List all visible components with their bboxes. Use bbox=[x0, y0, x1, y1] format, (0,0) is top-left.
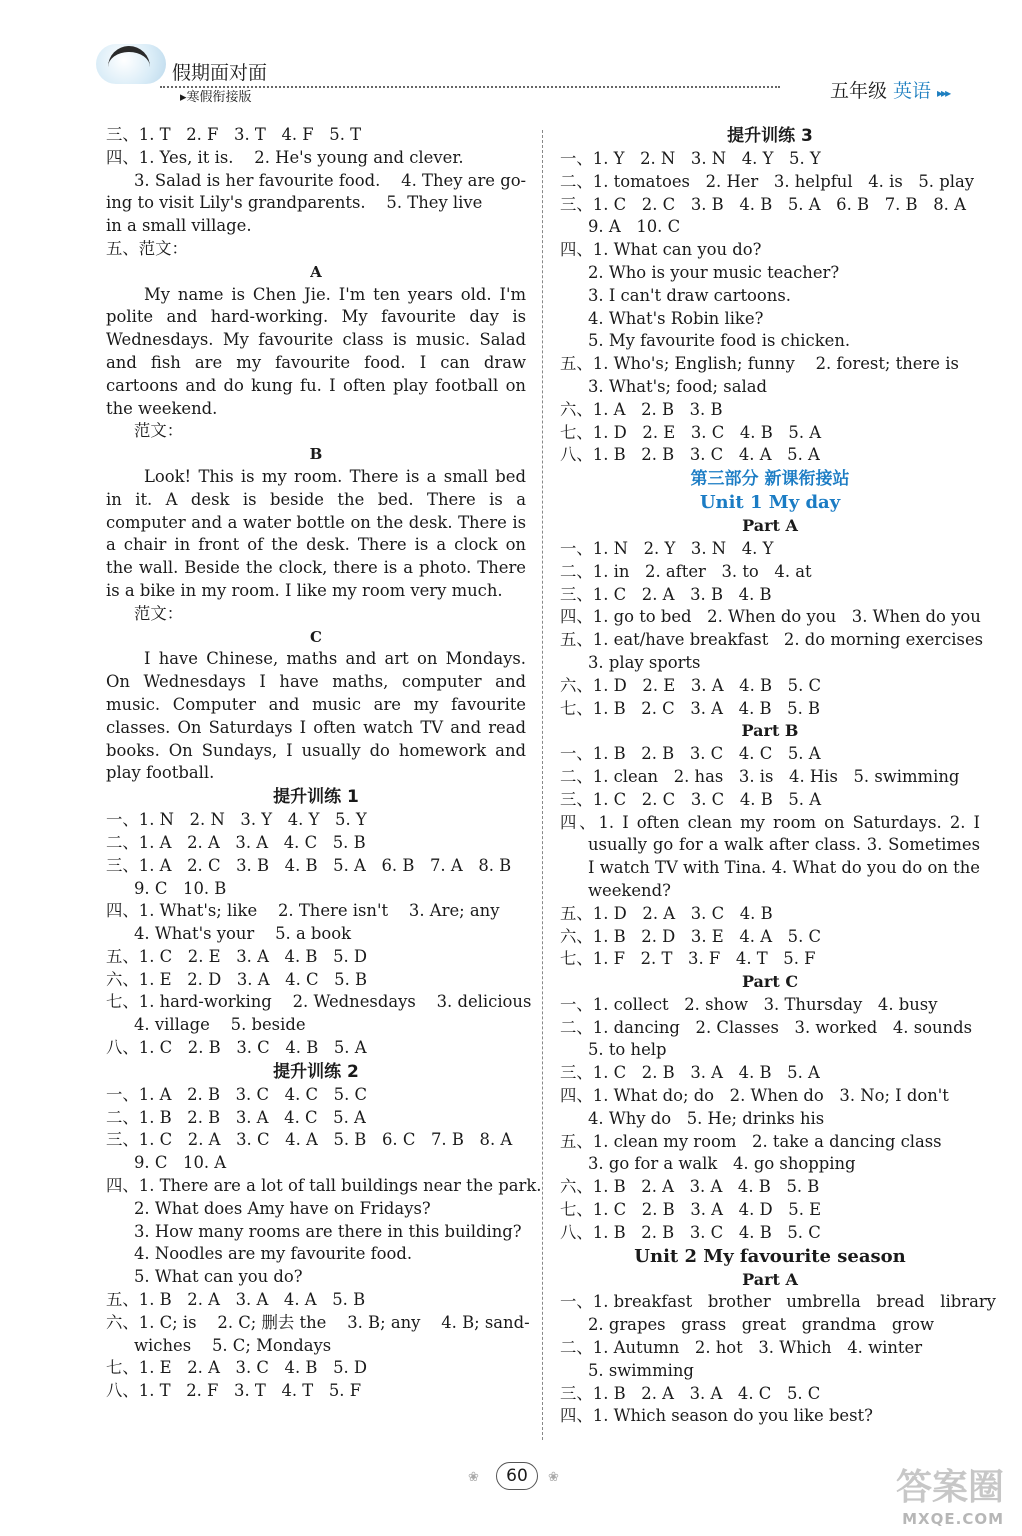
answer-line: 二、1. in 2. after 3. to 4. at bbox=[560, 561, 812, 581]
essay-label: B bbox=[309, 445, 323, 464]
answer-line: 3. I can't draw cartoons. bbox=[588, 285, 791, 305]
answer-line: 5. swimming bbox=[588, 1360, 694, 1380]
answer-line: 二、1. B 2. B 3. A 4. C 5. A bbox=[106, 1107, 366, 1127]
essay-label: A bbox=[310, 262, 322, 281]
unit-title: Unit 1 My day bbox=[699, 492, 841, 514]
answer-line: 一、1. Y 2. N 3. N 4. Y 5. Y bbox=[560, 149, 821, 168]
answer-line: 4. Why do 5. He; drinks his bbox=[588, 1108, 825, 1128]
answer-line: 5. to help bbox=[588, 1040, 667, 1060]
part-heading: Part B bbox=[741, 721, 799, 741]
answer-line: 四、1. What do; do 2. When do 3. No; I don't bbox=[560, 1086, 949, 1106]
answer-line: 三、1. T 2. F 3. T 4. F 5. T bbox=[106, 125, 362, 144]
answer-line: 一、1. collect 2. show 3. Thursday 4. busy bbox=[560, 994, 938, 1014]
answer-line: 3. Salad is her favourite food. 4. They are go- bbox=[134, 170, 527, 190]
watermark-logo: 答案圈 bbox=[895, 1467, 1004, 1508]
answer-line: 六、1. A 2. B 3. B bbox=[560, 399, 723, 419]
answer-line: 七、1. D 2. E 3. C 4. B 5. A bbox=[560, 422, 822, 442]
essay-heading: 范文： bbox=[134, 603, 184, 623]
answer-line: 六、1. C; is 2. C; 删去 the 3. B; any 4. B; sand- bbox=[106, 1312, 530, 1332]
answer-line: 三、1. A 2. C 3. B 4. B 5. A 6. B 7. A 8. B bbox=[106, 855, 512, 875]
answer-line: 五、1. B 2. A 3. A 4. A 5. B bbox=[106, 1290, 366, 1310]
answer-line: 一、1. breakfast brother umbrella bread library bbox=[560, 1292, 996, 1312]
subject-label: 英语 bbox=[893, 80, 932, 102]
part-heading: Part C bbox=[741, 972, 799, 992]
essay-heading: 范文： bbox=[134, 421, 184, 441]
answer-line: 5. What can you do? bbox=[134, 1267, 303, 1287]
answer-line: 2. grapes grass great grandma grow bbox=[588, 1315, 935, 1335]
section-title: 提升训练 1 bbox=[273, 787, 359, 808]
answer-line: 5. My favourite food is chicken. bbox=[588, 331, 851, 351]
answer-line: 4. Noodles are my favourite food. bbox=[134, 1244, 413, 1264]
book-title: 假期面对面 bbox=[172, 62, 268, 84]
answer-line: 二、1. tomatoes 2. Her 3. helpful 4. is 5. play bbox=[560, 171, 974, 191]
answer-line: 一、1. N 2. N 3. Y 4. Y 5. Y bbox=[106, 810, 367, 830]
answer-line: 五、1. eat/have breakfast 2. do morning exercises bbox=[560, 630, 984, 650]
section-title: 提升训练 3 bbox=[727, 126, 813, 146]
answer-paragraph: 四、1. I often clean my room on Saturdays. 2. I usually go for a walk after class. 3. Sometimes I watch TV with Tina. 4. What do you do on the weekend? bbox=[560, 812, 980, 900]
answer-line: 四、1. Yes, it is. 2. He's young and clever. bbox=[106, 147, 464, 167]
essay-a: My name is Chen Jie. I'm ten years old. I'm polite and hard-working. My favourite day is Wednesdays. My favourite class is music. Salad and fish are my favourite food. I can draw cartoons and do kung fu. I often play football on the weekend. bbox=[106, 284, 526, 418]
answer-line: 9. A 10. C bbox=[588, 217, 681, 237]
part-heading: Part A bbox=[742, 1269, 798, 1289]
answer-line: in a small village. bbox=[106, 216, 252, 236]
answer-line: 八、1. T 2. F 3. T 4. T 5. F bbox=[106, 1381, 362, 1401]
answer-line: 9. C 10. B bbox=[134, 878, 227, 898]
answer-line: 四、1. There are a lot of tall buildings near the park. bbox=[106, 1176, 542, 1196]
answer-line: 2. What does Amy have on Fridays? bbox=[134, 1198, 431, 1218]
answer-line: 4. village 5. beside bbox=[134, 1015, 306, 1035]
answer-line: 八、1. C 2. B 3. C 4. B 5. A bbox=[106, 1038, 367, 1058]
answer-line: 四、1. What's; like 2. There isn't 3. Are; any bbox=[106, 901, 500, 921]
essay-c: I have Chinese, maths and art on Mondays. On Wednesdays I have maths, computer and music. Computer and music are my favourite classes. On Saturdays I often watch TV and read books. On Sundays, I usually do homework and play football. bbox=[106, 649, 526, 783]
answer-line: 3. go for a walk 4. go shopping bbox=[588, 1154, 856, 1174]
page-header bbox=[0, 0, 1022, 118]
section-title: 提升训练 2 bbox=[273, 1061, 359, 1082]
answer-line: 9. C 10. A bbox=[134, 1153, 227, 1173]
answer-line: 七、1. B 2. C 3. A 4. B 5. B bbox=[560, 698, 821, 718]
left-column bbox=[106, 124, 542, 1403]
answer-line: 二、1. clean 2. has 3. is 4. His 5. swimming bbox=[560, 766, 960, 786]
answer-line: 五、1. clean my room 2. take a dancing class bbox=[560, 1131, 942, 1151]
answer-line: 四、1. Which season do you like best? bbox=[560, 1406, 873, 1426]
answer-line: 五、1. C 2. E 3. A 4. B 5. D bbox=[106, 946, 368, 966]
column-divider bbox=[542, 130, 543, 1440]
answer-line: 一、1. B 2. B 3. C 4. C 5. A bbox=[560, 744, 821, 764]
page-number: 60 bbox=[496, 1462, 538, 1490]
answer-line: 一、1. N 2. Y 3. N 4. Y bbox=[560, 538, 774, 558]
answer-line: 七、1. F 2. T 3. F 4. T 5. F bbox=[560, 949, 816, 969]
book-subtitle: ▸寒假衔接版 bbox=[180, 90, 252, 105]
essay-label: C bbox=[310, 627, 322, 646]
answer-line: 三、1. C 2. C 3. B 4. B 5. A 6. B 7. B 8. A bbox=[560, 194, 966, 214]
answer-line: 4. What's your 5. a book bbox=[134, 924, 352, 944]
answer-line: 二、1. dancing 2. Classes 3. worked 4. sounds bbox=[560, 1017, 972, 1037]
page-ornament-right-icon: ❀ bbox=[548, 1470, 559, 1485]
answer-line: 3. What's; food; salad bbox=[588, 376, 767, 396]
answer-line: 三、1. C 2. C 3. C 4. B 5. A bbox=[560, 789, 822, 809]
answer-line: 四、1. What can you do? bbox=[560, 240, 762, 260]
answer-line: 七、1. hard-working 2. Wednesdays 3. delicious bbox=[106, 992, 532, 1012]
answer-line: 2. Who is your music teacher? bbox=[588, 262, 840, 282]
answer-line: 三、1. C 2. A 3. C 4. A 5. B 6. C 7. B 8. A bbox=[106, 1130, 513, 1150]
answer-line: ing to visit Lily's grandparents. 5. They live bbox=[106, 193, 483, 213]
answer-line: 三、1. B 2. A 3. A 4. C 5. C bbox=[560, 1383, 821, 1403]
answer-line: wiches 5. C; Mondays bbox=[134, 1335, 332, 1355]
answer-line: 一、1. A 2. B 3. C 4. C 5. C bbox=[106, 1084, 368, 1104]
answer-line: 六、1. D 2. E 3. A 4. B 5. C bbox=[560, 675, 822, 695]
answer-line: 三、1. C 2. B 3. A 4. B 5. A bbox=[560, 1063, 820, 1083]
answer-line: 五、范文： bbox=[106, 238, 188, 258]
essay-b: Look! This is my room. There is a small bed in it. A desk is beside the bed. There is a computer and a water bottle on the desk. There is a chair in front of the desk. There is a clock on the wall. Beside the clock, there is a photo. There is a bike in my room. I like my room very much. bbox=[106, 466, 526, 600]
answer-line: 四、1. go to bed 2. When do you 3. When do you bbox=[560, 607, 981, 627]
watermark bbox=[896, 1459, 1004, 1528]
header-dotted-rule bbox=[160, 86, 780, 88]
answer-line: 六、1. B 2. D 3. E 4. A 5. C bbox=[560, 926, 822, 946]
answer-line: 八、1. B 2. B 3. C 4. A 5. A bbox=[560, 445, 820, 465]
answer-line: 五、1. Who's; English; funny 2. forest; there is bbox=[560, 354, 959, 374]
answer-line: 三、1. C 2. A 3. B 4. B bbox=[560, 584, 772, 604]
answer-line: 4. What's Robin like? bbox=[588, 308, 764, 328]
arrows-icon: ▸▸▸ bbox=[937, 86, 950, 100]
grade-subject bbox=[830, 76, 949, 103]
answer-line: 七、1. C 2. B 3. A 4. D 5. E bbox=[560, 1200, 822, 1220]
watermark-url: MXQE.COM bbox=[902, 1510, 1004, 1528]
answer-line: 六、1. B 2. A 3. A 4. B 5. B bbox=[560, 1177, 820, 1197]
answer-line: 二、1. A 2. A 3. A 4. C 5. B bbox=[106, 832, 366, 852]
grade-label: 五年级 bbox=[830, 80, 888, 102]
part-title: 第三部分 新课衔接站 bbox=[690, 469, 850, 490]
part-heading: Part A bbox=[742, 516, 798, 536]
answer-line: 八、1. B 2. B 3. C 4. B 5. C bbox=[560, 1222, 821, 1242]
unit-title: Unit 2 My favourite season bbox=[634, 1245, 906, 1267]
answer-line: 六、1. E 2. D 3. A 4. C 5. B bbox=[106, 969, 368, 989]
page-ornament-left-icon: ❀ bbox=[468, 1470, 479, 1485]
answer-line: 七、1. E 2. A 3. C 4. B 5. D bbox=[106, 1358, 368, 1378]
answer-line: 二、1. Autumn 2. hot 3. Which 4. winter bbox=[560, 1338, 923, 1358]
answer-line: 五、1. D 2. A 3. C 4. B bbox=[560, 903, 773, 923]
answer-line: 3. play sports bbox=[588, 652, 701, 672]
right-column bbox=[560, 124, 996, 1428]
answer-line: 3. How many rooms are there in this building? bbox=[134, 1221, 522, 1241]
